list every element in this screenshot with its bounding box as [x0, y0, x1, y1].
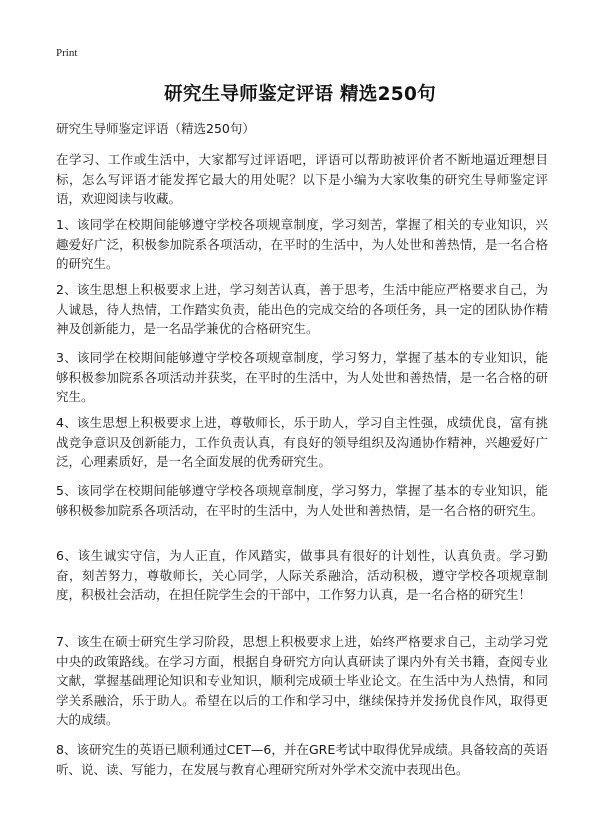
intro-paragraph: 在学习、工作或生活中，大家都写过评语吧，评语可以帮助被评价者不断地逼近理想目标，怎么写评语才能发挥它最大的用处呢？以下是小编为大家收集的研究生导师鉴定评语，欢迎阅读与收藏。	[56, 152, 548, 206]
comment-paragraph-1: 1、该同学在校期间能够遵守学校各项规章制度，学习刻苦，掌握了相关的专业知识，兴趣爱好广泛，积极参加院系各项活动，在平时的生活中，为人处世和善热情，是一名合格的研究生。	[56, 217, 548, 271]
comment-paragraph-3: 3、该同学在校期间能够遵守学校各项规章制度，学习努力，掌握了基本的专业知识，能够积极参加院系各项活动并获奖，在平时的生活中，为人处世和善热情，是一名合格的研究生。	[56, 350, 548, 404]
comment-paragraph-2: 2、该生思想上积极要求上进，学习刻苦认真，善于思考，生活中能应严格要求自己，为人诚恳，待人热情，工作踏实负责，能出色的完成交给的各项任务，具一定的团队协作精神及创新能力，是一名品学兼优的合格研究生。	[56, 282, 548, 336]
subtitle: 研究生导师鉴定评语（精选250句）	[56, 121, 255, 136]
comment-paragraph-8: 8、该研究生的英语已顺利通过CET—6，并在GRE考试中取得优异成绩。具备较高的英语听、说、读、写能力，在发展与教育心理研究所对外学术交流中表现出色。	[56, 742, 548, 777]
comment-paragraph-4: 4、该生思想上积极要求上进，尊敬师长，乐于助人，学习自主性强，成绩优良，富有挑战竞争意识及创新能力，工作负责认真，有良好的领导组织及沟通协作精神，兴趣爱好广泛，心理素质好，是一名全面发展的优秀研究生。	[56, 415, 548, 469]
comment-paragraph-5: 5、该同学在校期间能够遵守学校各项规章制度，学习努力，掌握了基本的专业知识，能够积极参加院系各项活动，在平时的生活中，为人处世和善热情，是一名合格的研究生。	[56, 483, 548, 518]
page-title: 研究生导师鉴定评语 精选250句	[164, 84, 436, 105]
comment-paragraph-6: 6、该生诚实守信，为人正直，作风踏实，做事具有很好的计划性，认真负责。学习勤奋，刻苦努力，尊敬师长，关心同学，人际关系融洽，活动积极，遵守学校各项规章制度，积极社会活动，在担任院学生会的干部中，工作努力认真，是一名合格的研究生！	[56, 548, 548, 602]
print-label: Print	[56, 47, 78, 59]
comment-paragraph-7: 7、该生在硕士研究生学习阶段，思想上积极要求上进，始终严格要求自己，主动学习党中央的政策路线。在学习方面，根据自身研究方向认真研读了课内外有关书籍，查阅专业文献，掌握基础理论知识和专业知识，顺利完成硕士毕业论文。在生活中为人热情，和同学关系融洽，乐于助人。希望在以后的工作和学习中，继续保持并发扬优良作风，取得更大的成绩。	[56, 634, 548, 727]
